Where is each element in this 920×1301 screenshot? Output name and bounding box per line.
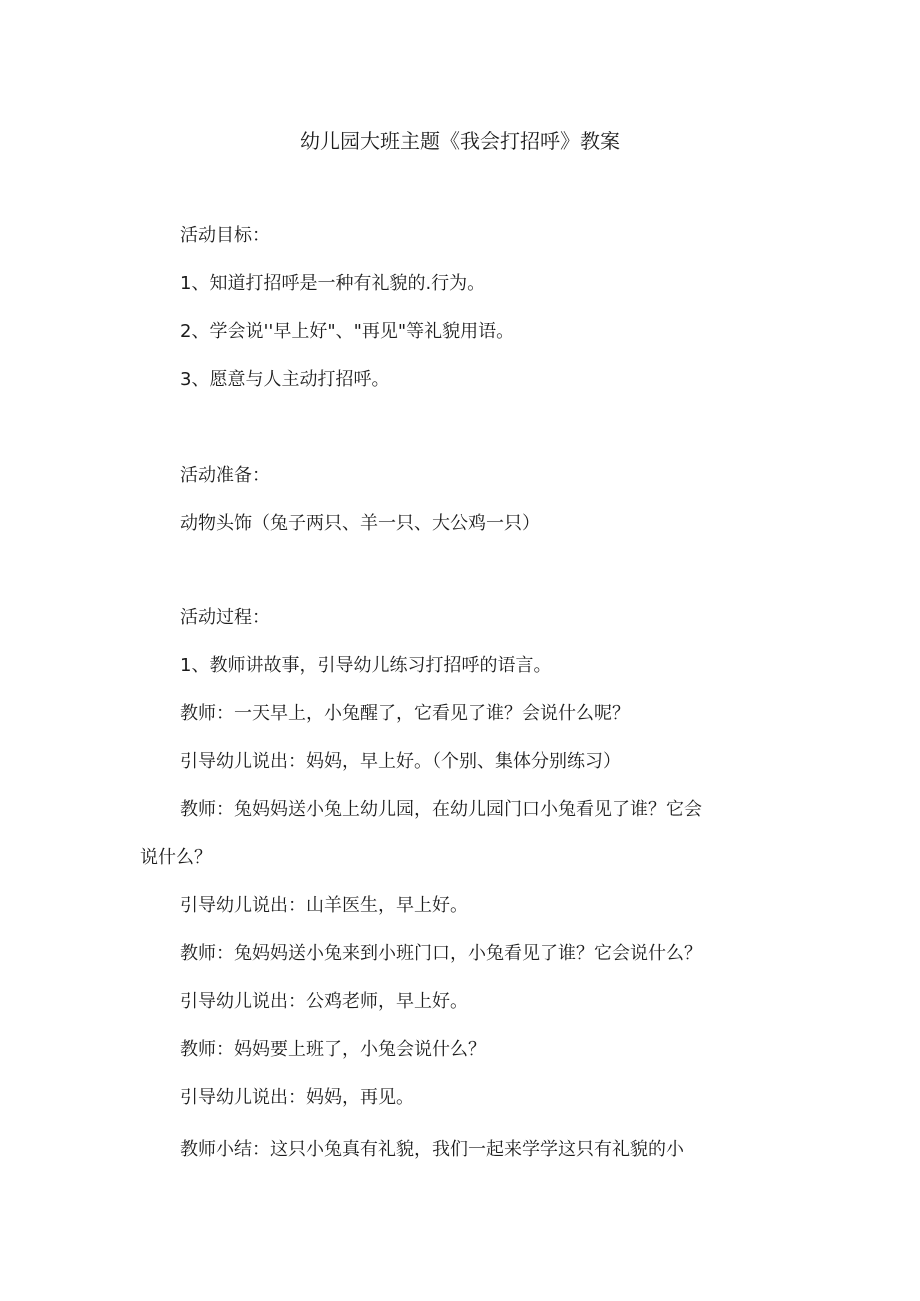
paragraph-line: 教师：一天早上，小兔醒了，它看见了谁？会说什么呢？ [180,703,630,724]
paragraph-line: 引导幼儿说出：山羊医生，早上好。 [180,895,468,916]
process-step-1: 1、教师讲故事，引导幼儿练习打招呼的语言。 [180,655,552,676]
paragraph-line: 教师：兔妈妈送小兔来到小班门口，小兔看见了谁？它会说什么？ [180,943,702,964]
document-title: 幼儿园大班主题《我会打招呼》教案 [300,129,620,153]
paragraph-line-continuation: 说什么？ [140,847,212,868]
paragraph-line: 教师小结：这只小兔真有礼貌，我们一起来学学这只有礼貌的小 [180,1139,684,1160]
goal-item-3: 3、愿意与人主动打招呼。 [180,369,390,390]
paragraph-line: 引导幼儿说出：妈妈，再见。 [180,1087,414,1108]
goal-item-2: 2、学会说''早上好"、"再见"等礼貌用语。 [180,321,515,342]
section-heading-goals: 活动目标： [180,225,270,246]
section-heading-preparation: 活动准备： [180,465,270,486]
preparation-text: 动物头饰（兔子两只、羊一只、大公鸡一只） [180,513,540,534]
paragraph-line: 教师：妈妈要上班了，小兔会说什么？ [180,1039,486,1060]
paragraph-line: 教师：兔妈妈送小兔上幼儿园，在幼儿园门口小兔看见了谁？它会 [180,799,702,820]
paragraph-line: 引导幼儿说出：公鸡老师，早上好。 [180,991,468,1012]
section-heading-process: 活动过程： [180,607,270,628]
paragraph-line: 引导幼儿说出：妈妈，早上好。（个别、集体分别练习） [180,751,621,772]
goal-item-1: 1、知道打招呼是一种有礼貌的.行为。 [180,273,486,294]
